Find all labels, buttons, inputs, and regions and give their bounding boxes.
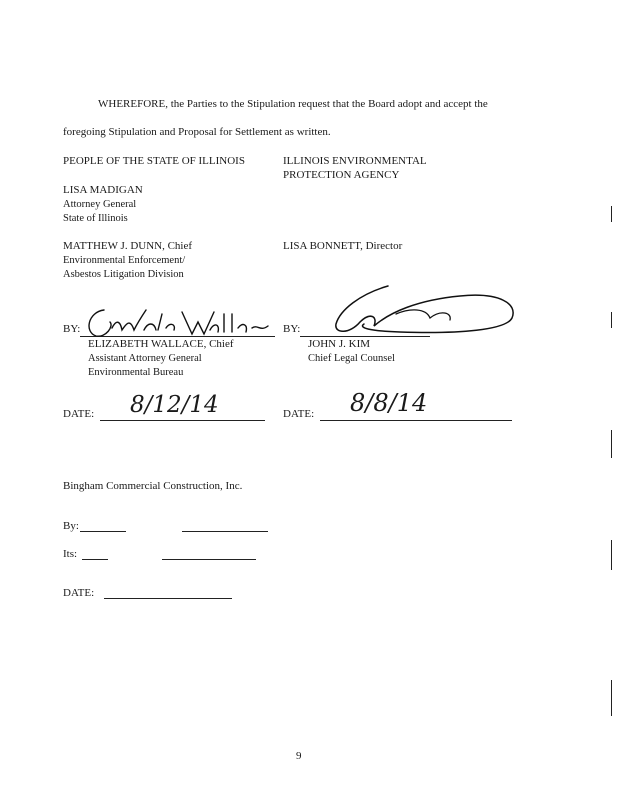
agency-heading-line-2: PROTECTION AGENCY — [283, 169, 400, 181]
people-date-label: DATE: — [63, 408, 95, 420]
scan-mark — [611, 312, 612, 328]
agency-signer-title: Chief Legal Counsel — [308, 353, 395, 364]
agency-signer-name: JOHN J. KIM — [308, 338, 371, 350]
chief-division-line-1: Environmental Enforcement/ — [63, 255, 186, 266]
agency-date-line — [320, 420, 512, 421]
respondent-name: Bingham Commercial Construction, Inc. — [63, 480, 243, 492]
respondent-its-label: Its: — [63, 548, 78, 560]
page-number: 9 — [296, 750, 302, 762]
chief-name: MATTHEW J. DUNN, Chief — [63, 240, 193, 252]
agency-director: LISA BONNETT, Director — [283, 240, 403, 252]
respondent-by-line-short — [80, 531, 126, 532]
attorney-general-name: LISA MADIGAN — [63, 184, 143, 196]
scan-mark — [611, 540, 612, 570]
people-by-label: BY: — [63, 323, 81, 335]
respondent-date-label: DATE: — [63, 587, 95, 599]
people-signer-name: ELIZABETH WALLACE, Chief — [88, 338, 234, 350]
people-date-value: 8/12/14 — [130, 392, 219, 418]
agency-date-label: DATE: — [283, 408, 315, 420]
respondent-by-line-long — [182, 531, 268, 532]
respondent-date-line — [104, 598, 232, 599]
scan-mark — [611, 680, 612, 716]
intro-line-1: WHEREFORE, the Parties to the Stipulation request that the Board adopt and accept the — [98, 98, 488, 110]
people-signer-bureau: Environmental Bureau — [88, 367, 184, 378]
scan-mark — [611, 430, 612, 458]
chief-division-line-2: Asbestos Litigation Division — [63, 269, 184, 280]
people-date-line — [100, 420, 265, 421]
respondent-by-label: By: — [63, 520, 79, 532]
agency-by-label: BY: — [283, 323, 301, 335]
agency-date-value: 8/8/14 — [350, 389, 428, 417]
people-signer-title: Assistant Attorney General — [88, 353, 202, 364]
attorney-general-state: State of Illinois — [63, 213, 128, 224]
scan-mark — [611, 206, 612, 222]
intro-line-2: foregoing Stipulation and Proposal for Settlement as written. — [63, 126, 331, 138]
attorney-general-title: Attorney General — [63, 199, 137, 210]
respondent-its-line-long — [162, 559, 256, 560]
agency-heading-line-1: ILLINOIS ENVIRONMENTAL — [283, 155, 427, 167]
agency-signature — [300, 282, 525, 342]
respondent-its-line-short — [82, 559, 108, 560]
people-heading: PEOPLE OF THE STATE OF ILLINOIS — [63, 155, 245, 167]
